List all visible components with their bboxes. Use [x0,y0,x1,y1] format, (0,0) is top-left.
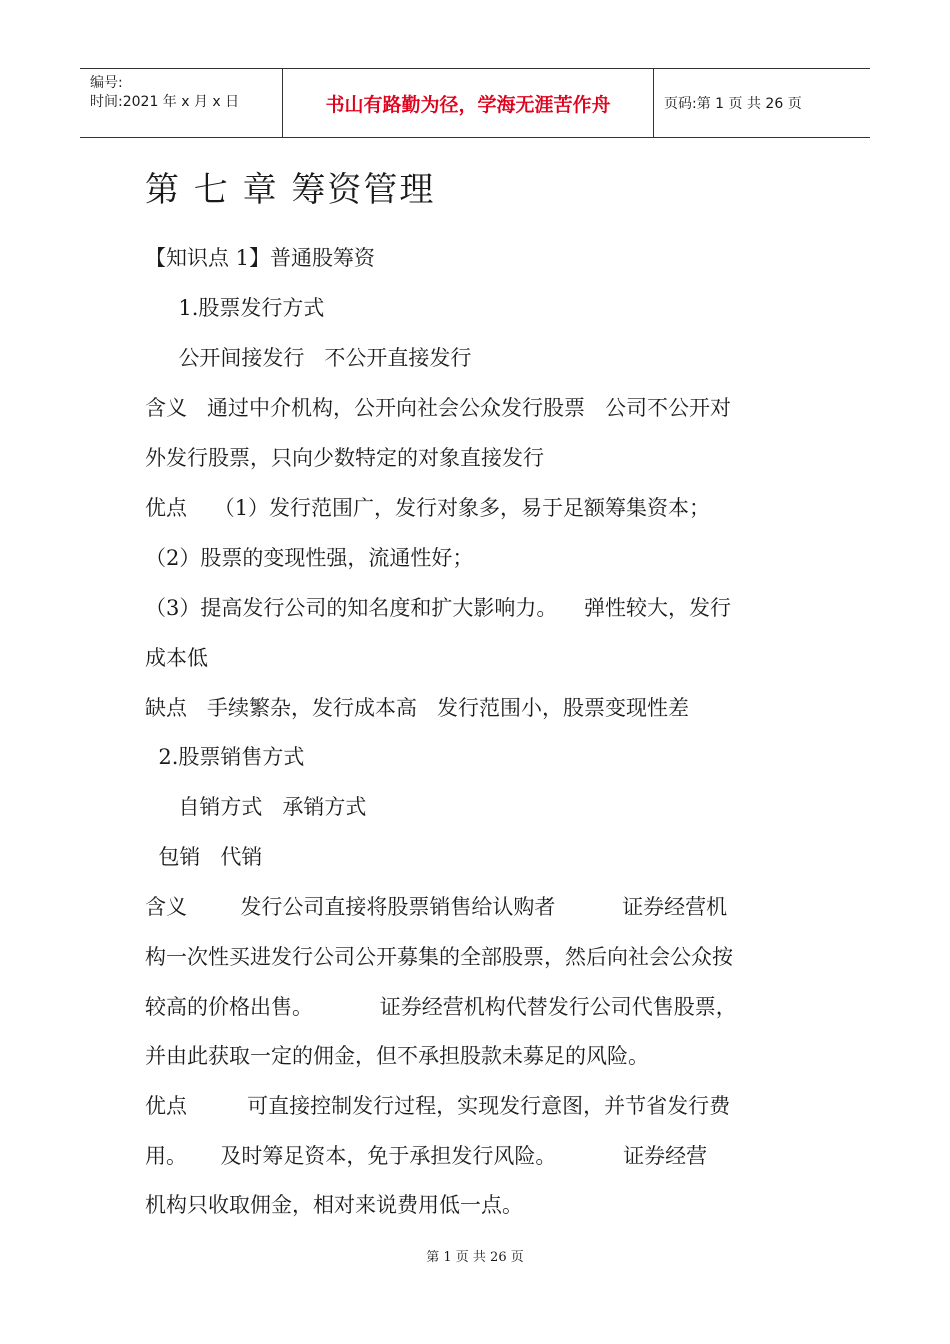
body-line: 包销 代销 [145,845,263,869]
body-line: 优点 （1）发行范围广，发行对象多，易于足额筹集资本； [145,496,711,520]
document-header [80,68,870,138]
body-line: 含义 发行公司直接将股票销售给认购者 证券经营机 [145,895,728,919]
body-line: 并由此获取一定的佣金，但不承担股款未募足的风险。 [145,1044,649,1068]
time-label: 时间:2021 年 x 月 x 日 [90,94,240,110]
body-line: 机构只收取佣金，相对来说费用低一点。 [145,1193,523,1217]
body-line: 成本低 [145,646,208,670]
page-footer: 第 1 页 共 26 页 [426,1250,524,1265]
header-meta [80,69,282,137]
body-line: 较高的价格出售。 证券经营机构代替发行公司代售股票， [145,995,737,1019]
body-line: 优点 可直接控制发行过程，实现发行意图，并节省发行费 [145,1094,731,1118]
header-motto-cell [282,69,654,137]
number-label: 编号: [90,75,123,91]
chapter-title: 第 七 章 筹资管理 [145,170,436,210]
body-line: 1.股票发行方式 [145,296,325,320]
body-line: 构一次性买进发行公司公开募集的全部股票，然后向社会公众按 [145,945,733,969]
body-line: 公开间接发行 不公开直接发行 [145,346,472,370]
body-line: 含义 通过中介机构，公开向社会公众发行股票 公司不公开对 [145,396,732,420]
body-line: 缺点 手续繁杂，发行成本高 发行范围小，股票变现性差 [145,696,690,720]
body-line: 自销方式 承销方式 [145,795,367,819]
body-line: 2.股票销售方式 [145,745,305,769]
page-info: 页码:第 1 页 共 26 页 [664,96,802,112]
body-line: 【知识点 1】普通股筹资 [145,246,376,270]
body-line: （2）股票的变现性强，流通性好； [145,546,474,570]
motto-text: 书山有路勤为径，学海无涯苦作舟 [325,93,611,116]
body-line: 外发行股票，只向少数特定的对象直接发行 [145,446,544,470]
body-line: （3）提高发行公司的知名度和扩大影响力。 弹性较大，发行 [145,596,732,620]
body-line: 用。 及时筹足资本，免于承担发行风险。 证券经营 [145,1144,708,1168]
